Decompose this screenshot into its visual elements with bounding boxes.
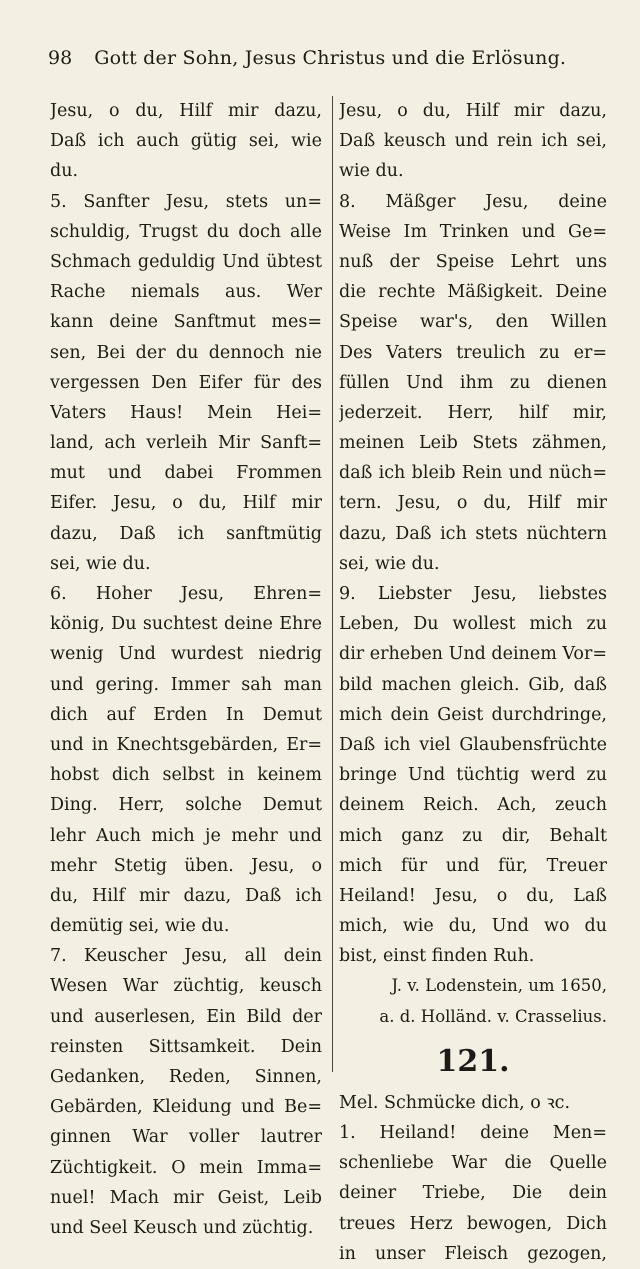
melody-line: Mel. Schmücke dich, o ꝛc. — [339, 1092, 571, 1113]
text-line: daß ich bleib Rein und nüch= — [339, 463, 607, 484]
text-line: demütig sei, wie du. — [50, 916, 230, 937]
text-line: mut und dabei Frommen — [50, 463, 322, 484]
text-line: nuß der Speise Lehrt uns — [339, 251, 607, 272]
right-column-verses — [339, 96, 607, 971]
text-line: wenig Und wurdest niedrig — [50, 644, 322, 665]
text-line: nuel! Mach mir Geist, Leib — [50, 1187, 322, 1208]
text-line: meinen Leib Stets zähmen, — [339, 433, 607, 454]
column-divider — [332, 96, 333, 1072]
text-line: bringe Und tüchtig werd zu — [339, 765, 607, 786]
text-line: lehr Auch mich je mehr und — [50, 825, 322, 846]
text-line: mehr Stetig üben. Jesu, o — [50, 855, 322, 876]
text-line: kann deine Sanftmut mes= — [50, 312, 322, 333]
text-line: sei, wie du. — [50, 553, 151, 574]
text-line: Daß ich auch gütig sei, wie — [50, 131, 322, 152]
running-title: Gott der Sohn, Jesus Christus und die Erlösung. — [94, 47, 567, 69]
text-line: Schmach geduldig Und übtest — [50, 251, 322, 272]
text-line: Daß keusch und rein ich sei, — [339, 131, 607, 152]
page-header — [48, 46, 608, 70]
text-line: du, Hilf mir dazu, Daß ich — [50, 885, 322, 906]
text-line: mich, wie du, Und wo du — [339, 916, 607, 937]
text-line: wie du. — [339, 161, 404, 182]
text-line: schuldig, Trugst du doch alle — [50, 221, 322, 242]
text-line: Rache niemals aus. Wer — [50, 282, 322, 303]
text-line: Leben, Du wollest mich zu — [339, 614, 607, 635]
text-line: Jesu, o du, Hilf mir dazu, — [339, 101, 607, 121]
text-line: Eifer. Jesu, o du, Hilf mir — [50, 493, 322, 514]
text-line: deiner Triebe, Die dein — [339, 1183, 607, 1204]
text-line: treues Herz bewogen, Dich — [339, 1213, 607, 1234]
text-line: mich ganz zu dir, Behalt — [339, 825, 607, 846]
text-line: und in Knechtsgebärden, Er= — [50, 734, 322, 755]
attribution-line-1: J. v. Lodenstein, um 1650, — [391, 976, 607, 996]
text-line: Ding. Herr, solche Demut — [50, 795, 322, 816]
text-line: füllen Und ihm zu dienen — [339, 372, 607, 393]
text-line: du. — [50, 161, 79, 182]
text-line: 7. Keuscher Jesu, all dein — [50, 946, 322, 967]
text-line: tern. Jesu, o du, Hilf mir — [339, 493, 607, 514]
text-line: dazu, Daß ich stets nüchtern — [339, 523, 607, 544]
text-line: Weise Im Trinken und Ge= — [339, 221, 607, 242]
text-line: Daß ich viel Glaubensfrüchte — [339, 734, 607, 755]
text-line: sen, Bei der du dennoch nie — [50, 342, 322, 363]
text-line: und auserlesen, Ein Bild der — [50, 1006, 322, 1027]
text-line: bild machen gleich. Gib, daß — [339, 674, 607, 695]
text-line: jederzeit. Herr, hilf mir, — [339, 402, 607, 423]
text-line: mich dein Geist durchdringe, — [339, 704, 607, 725]
text-line: 6. Hoher Jesu, Ehren= — [50, 584, 322, 604]
text-line: dir erheben Und deinem Vor= — [339, 644, 607, 665]
text-line: Vaters Haus! Mein Hei= — [50, 402, 322, 423]
text-line: Gebärden, Kleidung und Be= — [50, 1097, 322, 1118]
text-line: 1. Heiland! deine Men= — [339, 1123, 607, 1143]
text-line: könig, Du suchtest deine Ehre — [50, 614, 322, 635]
hymn-number: 121. — [436, 1043, 510, 1079]
text-line: in unser Fleisch gezogen, — [339, 1243, 607, 1264]
text-line: Jesu, o du, Hilf mir dazu, — [50, 101, 322, 121]
text-line: Heiland! Jesu, o du, Laß — [339, 885, 607, 906]
attribution-line-2: a. d. Holländ. v. Crasselius. — [379, 1006, 607, 1026]
text-line: schenliebe War die Quelle — [339, 1153, 607, 1174]
text-line: 8. Mäßger Jesu, deine — [339, 191, 607, 212]
hymn-121-verse-1 — [339, 1118, 607, 1269]
text-line: Gedanken, Reden, Sinnen, — [50, 1067, 322, 1087]
text-line: Züchtigkeit. O mein Imma= — [50, 1157, 322, 1178]
left-column — [50, 96, 322, 1243]
text-line: dich auf Erden In Demut — [50, 704, 322, 725]
right-column — [339, 96, 607, 1269]
text-line: die rechte Mäßigkeit. Deine — [339, 282, 607, 303]
text-line: reinsten Sittsamkeit. Dein — [50, 1036, 322, 1057]
page-number: 98 — [48, 47, 73, 69]
text-line: Wesen War züchtig, keusch — [50, 976, 322, 997]
text-line: land, ach verleih Mir Sanft= — [50, 433, 322, 454]
text-line: 5. Sanfter Jesu, stets un= — [50, 191, 322, 212]
text-line: Des Vaters treulich zu er= — [339, 342, 607, 363]
text-line: hobst dich selbst in keinem — [50, 765, 322, 786]
text-line: deinem Reich. Ach, zeuch — [339, 795, 607, 816]
text-line: 9. Liebster Jesu, liebstes — [339, 584, 607, 604]
text-line: bist, einst finden Ruh. — [339, 946, 535, 967]
text-line: ginnen War voller lautrer — [50, 1127, 322, 1148]
text-line: und Seel Keusch und züchtig. — [50, 1217, 314, 1238]
text-line: und gering. Immer sah man — [50, 674, 322, 695]
text-line: dazu, Daß ich sanftmütig — [50, 523, 322, 544]
text-line: mich für und für, Treuer — [339, 855, 607, 876]
text-line: vergessen Den Eifer für des — [50, 372, 322, 393]
text-line: Speise war's, den Willen — [339, 312, 607, 333]
text-line: sei, wie du. — [339, 553, 440, 574]
